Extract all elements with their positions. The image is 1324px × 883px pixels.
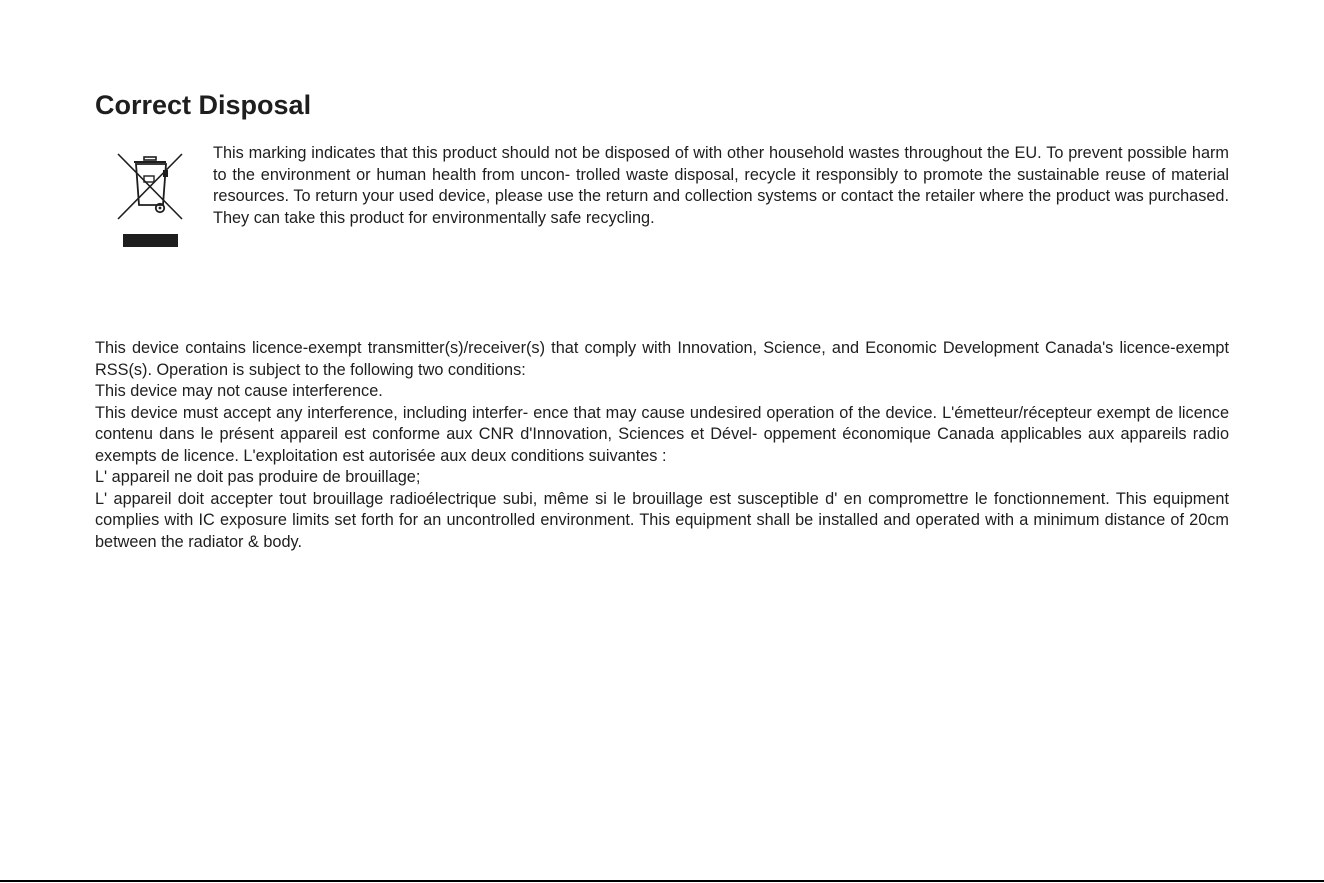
ic-statement-line: This device contains licence-exempt transmitter(s)/receiver(s) that comply with Innovation, Science, and Economic Development Canada's licence-exempt RSS(s). Operation is subject to the following two conditions: <box>95 339 1229 379</box>
crossed-out-wheelie-bin-icon <box>114 150 186 250</box>
ic-statement-line: L' appareil ne doit pas produire de brouillage; <box>95 468 421 486</box>
disposal-paragraph: This marking indicates that this product should not be disposed of with other household wastes throughout the EU. To prevent possible harm to the environment or human health from uncon- trolled waste disposal, recycle it responsibly to promote the sustainable reuse of material resources. To return your used device, please use the return and collection systems or contact the retailer where the product was purchased. They can take this product for environmentally safe recycling. <box>213 144 1229 227</box>
ic-statement-line: This device must accept any interference, including interfer- ence that may cause undesired operation of the device. L'émetteur/récepteur exempt de licence contenu dans le présent appareil est conforme aux CNR d'Innovation, Sciences et Dével- oppement économique Canada applicables aux appareils radio exempts de licence. L'exploitation est autorisée aux deux conditions suivantes : <box>95 403 1229 465</box>
ic-statement-line: L' appareil doit accepter tout brouillage radioélectrique subi, même si le brouillage est susceptible d' en compromettre le fonctionnement. This equipment complies with IC exposure limits set forth for an uncontrolled environment. This equipment shall be installed and operated with a minimum distance of 20cm between the radiator & body. <box>95 489 1229 551</box>
section-title: Correct Disposal <box>95 90 312 120</box>
page-bottom-rule <box>0 880 1324 882</box>
ic-compliance-statement <box>95 338 1229 553</box>
ic-statement-line: This device may not cause interference. <box>95 382 383 400</box>
